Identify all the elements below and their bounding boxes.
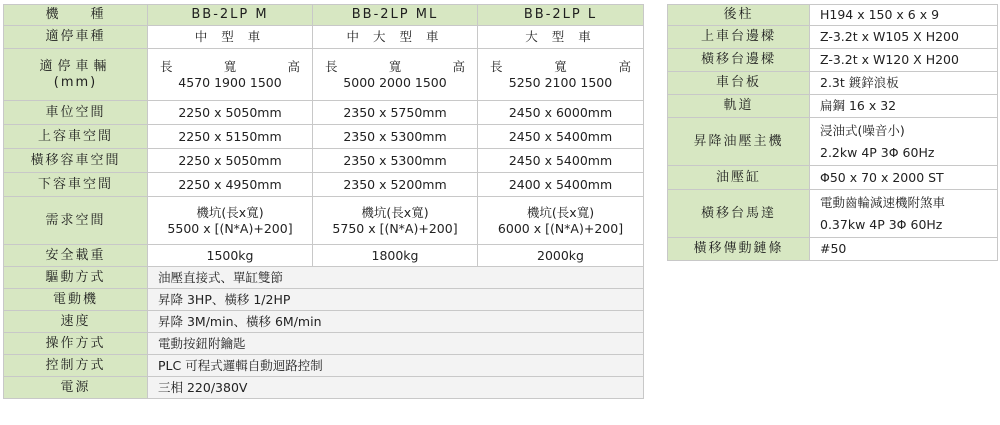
cell-value: H194 x 150 x 6 x 9 <box>810 5 998 26</box>
cell-value: 油壓直接式、單缸雙節 <box>148 267 644 289</box>
model-header: BB-2LP M <box>148 5 313 26</box>
cell-value: 2350 x 5300mm <box>313 125 478 149</box>
cell-value: 2450 x 6000mm <box>478 101 644 125</box>
row-label: 電源 <box>4 377 148 399</box>
cell-value: PLC 可程式邏輯自動迴路控制 <box>148 355 644 377</box>
row-label: 機 種 <box>4 5 148 26</box>
cell-value: 2.3t 鍍鋅浪板 <box>810 72 998 95</box>
row-label: 上車台邊樑 <box>668 26 810 49</box>
row-label: 橫移台邊樑 <box>668 49 810 72</box>
table-row <box>4 245 644 267</box>
table-row <box>668 5 998 26</box>
cell-value: 2350 x 5750mm <box>313 101 478 125</box>
row-label: 電動機 <box>4 289 148 311</box>
cell-value: 中 型 車 <box>148 26 313 49</box>
row-label: 速度 <box>4 311 148 333</box>
motor-spec: 0.37kw 4P 3Φ 60Hz <box>820 216 943 232</box>
spec-table-models <box>3 4 644 399</box>
dim-height-label: 高 <box>287 58 300 74</box>
cell-value: 2450 x 5400mm <box>478 125 644 149</box>
table-row <box>4 289 644 311</box>
cell-value: Z-3.2t x W120 X H200 <box>810 49 998 72</box>
table-row <box>668 72 998 95</box>
cell-value: 中 大 型 車 <box>313 26 478 49</box>
row-label: 橫移台馬達 <box>668 190 810 238</box>
pit-formula: 5500 x [(N*A)+200] <box>167 220 293 236</box>
dimension-values: 5000 2000 1500 <box>343 74 447 90</box>
cell-value: 2000kg <box>478 245 644 267</box>
row-label: 驅動方式 <box>4 267 148 289</box>
pit-formula: 5750 x [(N*A)+200] <box>332 220 458 236</box>
cell-value: 昇降 3M/min、橫移 6M/min <box>148 311 644 333</box>
cell-value: Φ50 x 70 x 2000 ST <box>810 166 998 190</box>
dim-width-label: 寬 <box>223 58 237 74</box>
row-label: 油壓缸 <box>668 166 810 190</box>
dim-height-label: 高 <box>618 58 631 74</box>
cell-value <box>810 190 998 238</box>
row-label: 後柱 <box>668 5 810 26</box>
dim-length-label: 長 <box>160 58 173 74</box>
pump-spec: 2.2kw 4P 3Φ 60Hz <box>820 144 935 160</box>
table-row <box>668 190 998 238</box>
cell-value: 1800kg <box>313 245 478 267</box>
cell-value: 2350 x 5300mm <box>313 149 478 173</box>
row-label: 橫移傳動鏈條 <box>668 238 810 261</box>
table-row <box>668 95 998 118</box>
cell-value <box>478 49 644 101</box>
table-row <box>4 311 644 333</box>
pit-label: 機坑(長x寬) <box>526 204 595 220</box>
dim-length-label: 長 <box>325 58 338 74</box>
model-header: BB-2LP ML <box>313 5 478 26</box>
cell-value <box>478 197 644 245</box>
pump-type: 浸油式(噪音小) <box>820 122 905 138</box>
table-row <box>4 5 644 26</box>
row-label: 橫移容車空間 <box>4 149 148 173</box>
table-row <box>4 49 644 101</box>
dimension-labels <box>478 59 643 75</box>
row-label: 下容車空間 <box>4 173 148 197</box>
cell-value: 1500kg <box>148 245 313 267</box>
table-row <box>4 173 644 197</box>
row-label: 昇降油壓主機 <box>668 118 810 166</box>
row-label: 操作方式 <box>4 333 148 355</box>
cell-value <box>148 197 313 245</box>
cell-value <box>810 118 998 166</box>
table-row <box>668 166 998 190</box>
table-row <box>4 26 644 49</box>
model-header: BB-2LP L <box>478 5 644 26</box>
cell-value: Z-3.2t x W105 X H200 <box>810 26 998 49</box>
row-label-unit: (mm) <box>53 74 98 90</box>
table-row <box>4 267 644 289</box>
row-label: 適停車種 <box>4 26 148 49</box>
row-label: 上容車空間 <box>4 125 148 149</box>
pit-label: 機坑(長x寬) <box>361 204 429 220</box>
cell-value: 三相 220/380V <box>148 377 644 399</box>
row-label-text: 適停車輛 <box>39 58 112 74</box>
table-row <box>4 197 644 245</box>
dimension-values: 5250 2100 1500 <box>508 74 613 90</box>
dimension-values: 4570 1900 1500 <box>178 74 282 90</box>
dim-length-label: 長 <box>490 58 503 74</box>
table-row <box>4 377 644 399</box>
table-row <box>668 49 998 72</box>
table-row <box>4 333 644 355</box>
dim-width-label: 寬 <box>388 58 402 74</box>
cell-value: 大 型 車 <box>478 26 644 49</box>
table-row <box>4 101 644 125</box>
row-label: 軌道 <box>668 95 810 118</box>
cell-value: 電動按鈕附鑰匙 <box>148 333 644 355</box>
cell-value: 2400 x 5400mm <box>478 173 644 197</box>
motor-type: 電動齒輪減速機附煞車 <box>820 194 946 210</box>
cell-value: 2250 x 5150mm <box>148 125 313 149</box>
table-row <box>668 26 998 49</box>
table-row <box>4 355 644 377</box>
table-row <box>668 238 998 261</box>
table-row <box>4 125 644 149</box>
row-label <box>4 49 148 101</box>
row-label: 安全載重 <box>4 245 148 267</box>
cell-value: 2250 x 4950mm <box>148 173 313 197</box>
cell-value: 昇降 3HP、橫移 1/2HP <box>148 289 644 311</box>
cell-value: 2350 x 5200mm <box>313 173 478 197</box>
row-label: 車位空間 <box>4 101 148 125</box>
dimension-labels <box>148 59 312 75</box>
row-label: 需求空間 <box>4 197 148 245</box>
cell-value: 2250 x 5050mm <box>148 149 313 173</box>
table-row <box>668 118 998 166</box>
cell-value: 2250 x 5050mm <box>148 101 313 125</box>
spec-table-components <box>667 4 998 261</box>
cell-value: 扁鋼 16 x 32 <box>810 95 998 118</box>
dim-width-label: 寬 <box>554 58 567 74</box>
cell-value <box>313 49 478 101</box>
row-label: 車台板 <box>668 72 810 95</box>
cell-value: 2450 x 5400mm <box>478 149 644 173</box>
pit-formula: 6000 x [(N*A)+200] <box>497 220 624 236</box>
dimension-labels <box>313 59 477 75</box>
table-row <box>4 149 644 173</box>
cell-value: #50 <box>810 238 998 261</box>
dim-height-label: 高 <box>452 58 465 74</box>
cell-value <box>313 197 478 245</box>
cell-value <box>148 49 313 101</box>
pit-label: 機坑(長x寬) <box>196 204 264 220</box>
row-label: 控制方式 <box>4 355 148 377</box>
